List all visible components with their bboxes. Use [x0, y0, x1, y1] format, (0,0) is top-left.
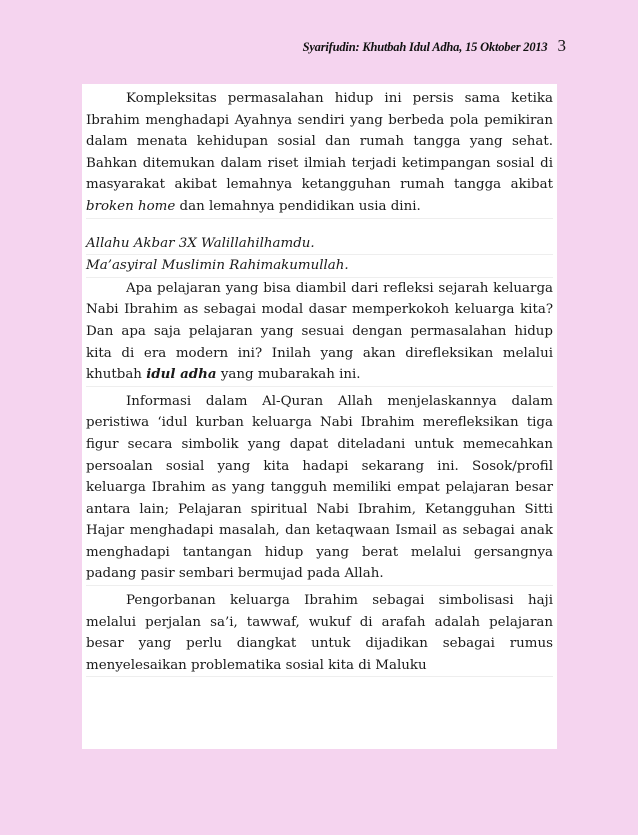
paragraph-2-strong: idul adha	[146, 366, 217, 383]
paragraph-4: Pengorbanan keluarga Ibrahim sebagai simbolisasi haji melalui perjalan sa’i, tawwaf, wukuf di arafah adalah pelajaran besar yang perlu diangkat untuk dijadikan sebagai rumus menyelesaikan problematika sosial kita di Maluku	[86, 590, 553, 677]
paragraph-2-text-a: Apa pelajaran yang bisa diambil dari refleksi sejarah keluarga Nabi Ibrahim as sebagai modal dasar memperkokoh keluarga kita? Dan apa saja pelajaran yang sesuai dengan permasalahan hidup kita di era modern ini? Inilah yang akan direfleksikan melalui khutbah	[86, 280, 553, 383]
paragraph-1-text-a: Kompleksitas permasalahan hidup ini persis sama ketika Ibrahim menghadapi Ayahnya sendiri yang berbeda pola pemikiran dalam menata kehidupan sosial dan rumah tangga yang sehat. Bahkan ditemukan dalam riset ilmiah terjadi ketimpangan sosial di masyarakat akibat lemahnya ketangguhan rumah tangga akibat	[86, 91, 553, 193]
paragraph-1	[86, 88, 553, 219]
paragraph-2-text-b: yang mubarakah ini.	[216, 367, 361, 383]
salutation-line-1: Allahu Akbar 3X Walillahilhamdu.	[86, 233, 553, 256]
document-body	[82, 84, 557, 749]
paragraph-1-emphasis: broken home	[86, 198, 176, 214]
page-number: 3	[557, 36, 566, 55]
header-title: Syarifudin: Khutbah Idul Adha, 15 Oktober 2013	[302, 40, 548, 54]
paragraph-3: Informasi dalam Al-Quran Allah menjelaskannya dalam peristiwa ‘idul kurban keluarga Nabi Ibrahim merefleksikan tiga figur secara simbolik yang dapat diteladani untuk memecahkan persoalan sosial yang kita hadapi sekarang ini. Sosok/profil keluarga Ibrahim as yang tangguh memiliki empat pelajaran besar antara lain; Pelajaran spiritual Nabi Ibrahim, Ketangguhan Sitti Hajar menghadapi masalah, dan ketaqwaan Ismail as sebagai anak menghadapi tantangan hidup yang berat melalui gersangnya padang pasir sembari bermujad pada Allah.	[86, 391, 553, 586]
paragraph-1-text-b: dan lemahnya pendidikan usia dini.	[175, 198, 421, 214]
paragraph-2	[86, 278, 553, 387]
running-header	[80, 36, 566, 56]
salutation-line-2: Ma’asyiral Muslimin Rahimakumullah.	[86, 255, 553, 278]
